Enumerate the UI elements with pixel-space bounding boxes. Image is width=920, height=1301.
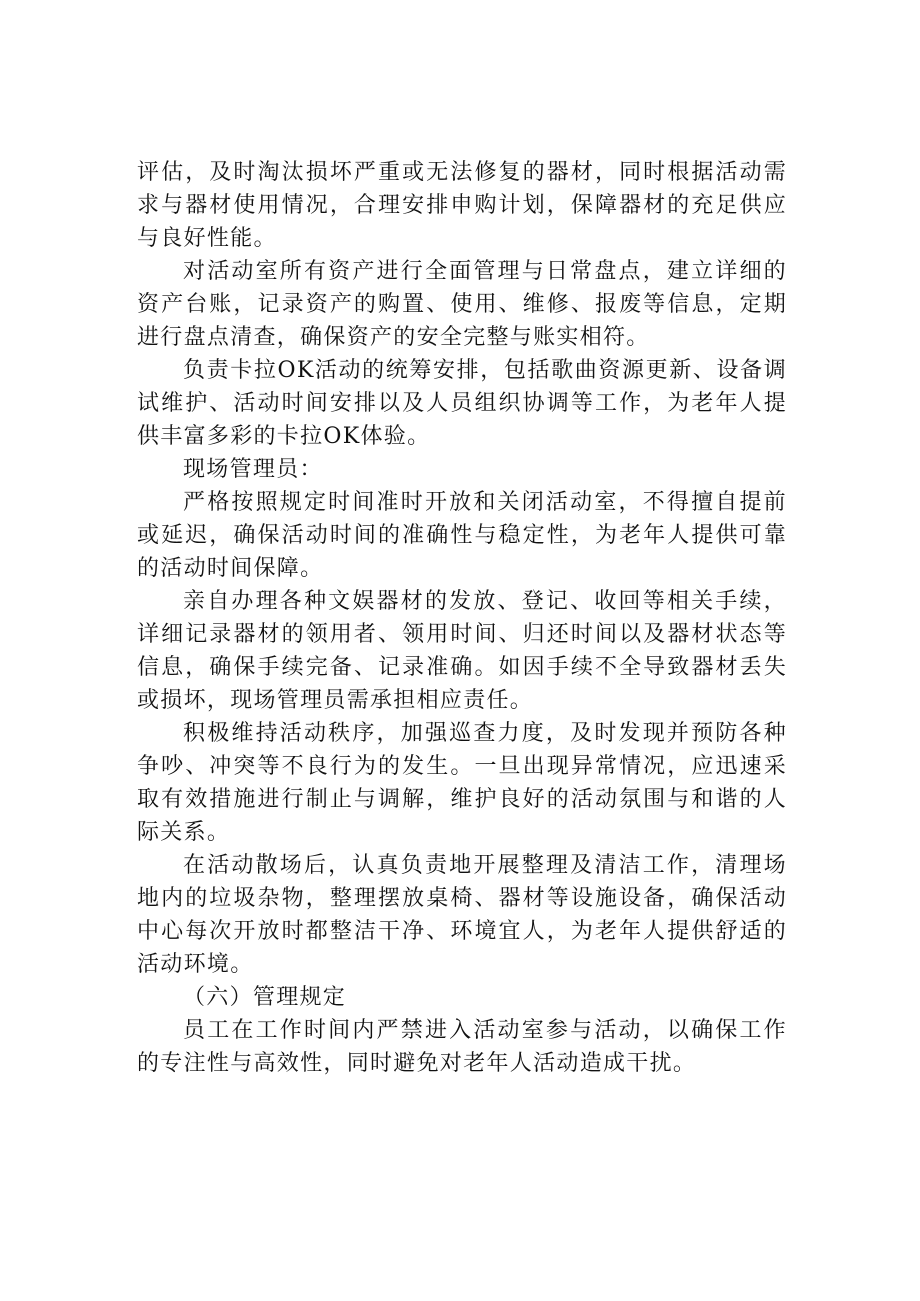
paragraph-staff-rule: 员工在工作时间内严禁进入活动室参与活动，以确保工作的专注性与高效性，同时避免对老年人活动造成干扰。 [137,1018,787,1076]
paragraph-order-maintenance: 积极维持活动秩序，加强巡查力度，及时发现并预防各种争吵、冲突等不良行为的发生。一旦出现异常情况，应迅速采取有效措施进行制止与调解，维护良好的活动氛围与和谐的人际关系。 [137,721,787,845]
paragraph-opening-hours: 严格按照规定时间准时开放和关闭活动室，不得擅自提前或延迟，确保活动时间的准确性与稳定性，为老年人提供可靠的活动时间保障。 [137,490,787,581]
paragraph-karaoke-arrangement: 负责卡拉OK活动的统筹安排，包括歌曲资源更新、设备调试维护、活动时间安排以及人员组织协调等工作，为老年人提供丰富多彩的卡拉OK体验。 [137,358,787,449]
section-heading-management-rules: （六）管理规定 [183,985,347,1010]
paragraph-cleanup: 在活动散场后，认真负责地开展整理及清洁工作，清理场地内的垃圾杂物，整理摆放桌椅、器材等设施设备，确保活动中心每次开放时都整洁干净、环境宜人，为老年人提供舒适的活动环境。 [137,853,787,977]
paragraph-equipment-checkout: 亲自办理各种文娱器材的发放、登记、收回等相关手续，详细记录器材的领用者、领用时间、归还时间以及器材状态等信息，确保手续完备、记录准确。如因手续不全导致器材丢失或损坏，现场管理员需承担相应责任。 [137,589,787,713]
paragraph-equipment-evaluation: 评估，及时淘汰损坏严重或无法修复的器材，同时根据活动需求与器材使用情况，合理安排申购计划，保障器材的充足供应与良好性能。 [137,160,787,251]
section-heading-onsite-manager: 现场管理员： [183,457,323,482]
paragraph-asset-management: 对活动室所有资产进行全面管理与日常盘点，建立详细的资产台账，记录资产的购置、使用、维修、报废等信息，定期进行盘点清查，确保资产的安全完整与账实相符。 [137,259,787,350]
document-body [137,156,787,1080]
